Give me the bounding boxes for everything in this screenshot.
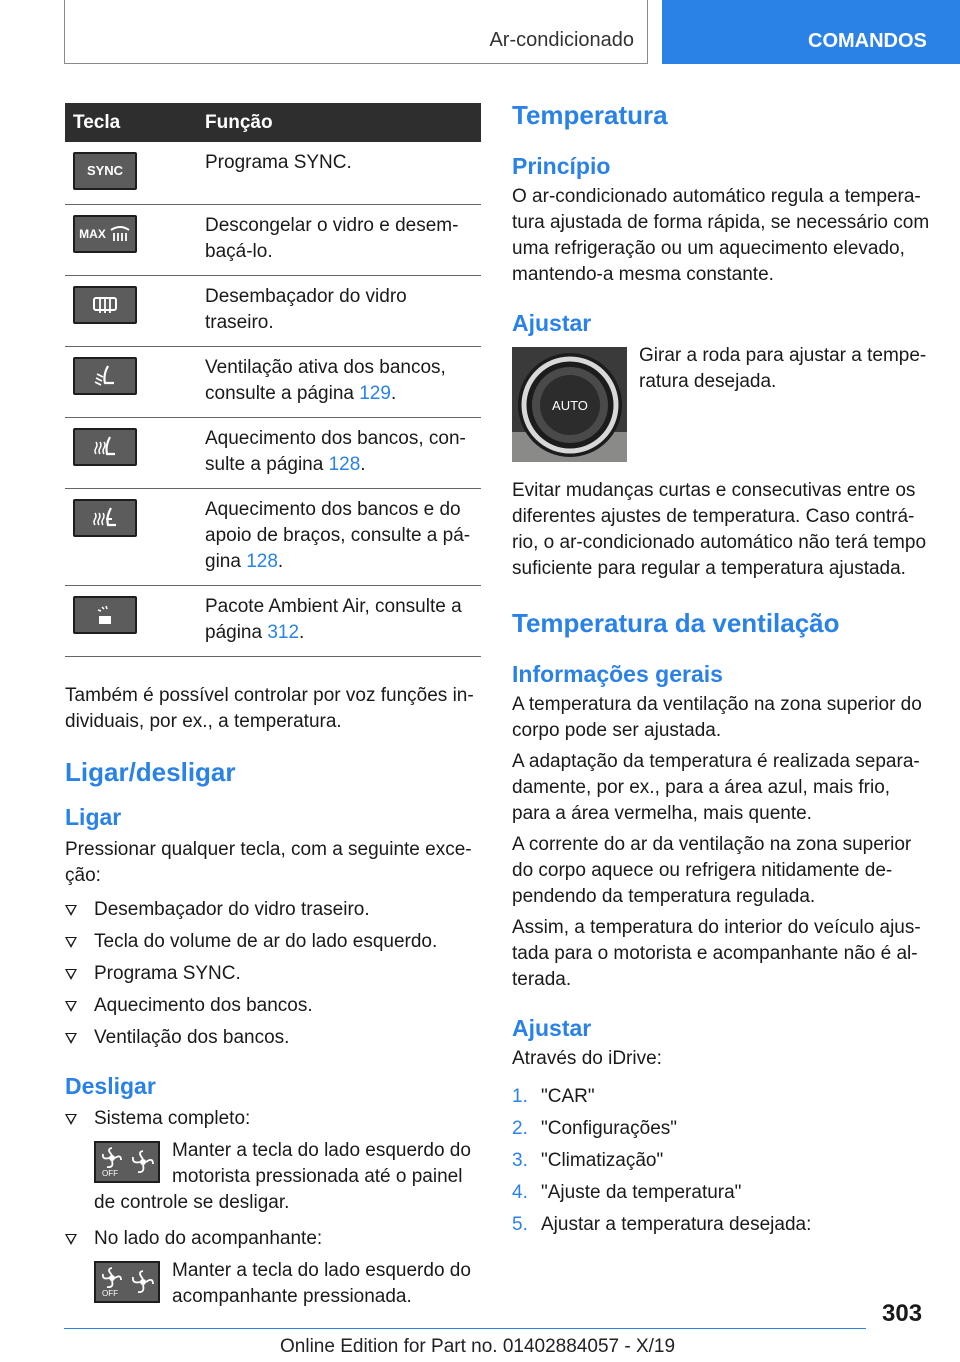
ajustar-paragraph: Girar a roda para ajustar a tempe-ratura desejada.: [639, 345, 927, 392]
row-text-suffix: .: [299, 622, 305, 643]
footer-edition-text: Online Edition for Part no. 01402884057 - X/19: [280, 1336, 676, 1357]
step-text: "CAR": [541, 1086, 595, 1107]
list-item-text: Programa SYNC.: [94, 963, 241, 984]
list-item: [65, 1226, 481, 1310]
page-number: 303: [882, 1300, 923, 1327]
seat-ventilation-key-icon: [73, 357, 137, 395]
desligar-passenger-detail: Manter a tecla do lado esquerdo do acompanhante pressionada.: [172, 1260, 471, 1307]
table-header-function: Função: [195, 103, 481, 142]
sync-key-icon: [73, 152, 137, 190]
list-item: [512, 1084, 932, 1110]
list-item-text: Ventilação dos bancos.: [94, 1027, 290, 1048]
idrive-steps-list: [512, 1084, 932, 1238]
bullet-triangle-icon: [65, 1114, 77, 1125]
row-text: Desembaçador do vidro traseiro.: [195, 276, 481, 347]
table-row: [65, 418, 481, 489]
row-text-suffix: .: [390, 383, 397, 404]
list-item-text: Sistema completo:: [94, 1108, 251, 1129]
list-item: [65, 929, 481, 955]
left-column: [65, 103, 481, 1316]
ligar-paragraph: Pressionar qualquer tecla, com a seguinte exce-ção:: [65, 839, 472, 886]
desligar-driver-detail: Manter a tecla do lado esquerdo do motorista pressionada até o painel de controle se desligar.: [94, 1140, 471, 1213]
step-number: 1.: [512, 1086, 528, 1107]
list-item: [65, 897, 481, 923]
table-row: [65, 142, 481, 205]
list-item: [512, 1116, 932, 1142]
row-text: Pacote Ambient Air, consulte a página: [205, 596, 462, 643]
bullet-triangle-icon: [65, 1033, 77, 1044]
table-row: [65, 276, 481, 347]
info-paragraph: Assim, a temperatura do interior do veículo ajus-tada para o motorista e acompanhante não é al-terada.: [512, 917, 921, 990]
ligar-exception-list: [65, 897, 481, 1051]
sync-key-label: SYNC: [86, 163, 124, 178]
idrive-paragraph: Através do iDrive:: [512, 1048, 662, 1069]
fan-off-key-icon: [94, 1141, 160, 1183]
list-item-text: Desembaçador do vidro traseiro.: [94, 899, 370, 920]
heading-temperatura-ventilacao: Temperatura da ventilação: [512, 608, 840, 638]
row-text: Aquecimento dos bancos e do apoio de braços, consulte a pá-gina: [205, 499, 471, 572]
info-paragraph: A corrente do ar da ventilação na zona superior do corpo aquece ou refrigera nitidamente de-pendendo da temperatura regulada.: [512, 834, 912, 907]
row-text: Ventilação ativa dos bancos, consulte a página: [205, 357, 446, 404]
table-header-key: Tecla: [65, 103, 195, 142]
page-reference-link[interactable]: 128: [246, 551, 278, 572]
table-row: [65, 347, 481, 418]
list-item-text: No lado do acompanhante:: [94, 1228, 323, 1249]
off-label: OFF: [101, 1289, 118, 1297]
list-item: [512, 1212, 932, 1238]
knob-auto-label: AUTO: [552, 398, 588, 413]
bullet-triangle-icon: [65, 969, 77, 980]
heading-ajustar: Ajustar: [512, 310, 592, 336]
row-text-suffix: .: [360, 454, 366, 475]
step-text: "Climatização": [541, 1150, 664, 1171]
heading-ligar-desligar: Ligar/desligar: [65, 757, 236, 787]
step-number: 4.: [512, 1182, 528, 1203]
max-defrost-key-icon: [73, 215, 137, 253]
chapter-tab[interactable]: COMANDOS: [662, 0, 960, 64]
heading-informacoes-gerais: Informações gerais: [512, 661, 723, 687]
list-item: [512, 1148, 932, 1174]
rear-window-defrost-key-icon: [73, 286, 137, 324]
evitar-paragraph: Evitar mudanças curtas e consecutivas entre os diferentes ajustes de temperatura. Caso contrá-rio, o ar-condicionado automático não terá tempo suficiente para regular a temperatura ajustada.: [512, 480, 927, 579]
step-text: "Ajuste da temperatura": [541, 1182, 742, 1203]
list-item: [65, 1106, 481, 1216]
seat-armrest-heating-key-icon: [73, 499, 137, 537]
heading-temperatura: Temperatura: [512, 100, 668, 130]
step-text: Ajustar a temperatura desejada:: [541, 1214, 812, 1235]
list-item: [65, 1025, 481, 1051]
row-text-suffix: .: [277, 551, 284, 572]
principio-paragraph: O ar-condicionado automático regula a tempera-tura ajustada de forma rápida, se necessário com uma refrigeração ou um aquecimento elevado, mantendo-a mesma constante.: [512, 186, 930, 285]
bullet-triangle-icon: [65, 1001, 77, 1012]
key-function-table: [65, 103, 481, 657]
footer-divider: [64, 1328, 866, 1329]
list-item-text: Aquecimento dos bancos.: [94, 995, 313, 1016]
heading-ligar: Ligar: [65, 804, 122, 830]
heading-principio: Princípio: [512, 153, 611, 179]
heading-desligar: Desligar: [65, 1073, 156, 1099]
page-reference-link[interactable]: 312: [267, 622, 300, 643]
right-column: [512, 100, 932, 1244]
list-item: [512, 1180, 932, 1206]
off-label: OFF: [101, 1169, 118, 1177]
list-item: [65, 993, 481, 1019]
step-number: 5.: [512, 1214, 528, 1235]
max-key-label: MAX: [79, 227, 106, 241]
page-reference-link[interactable]: 128: [328, 454, 361, 475]
seat-heating-key-icon: [73, 428, 137, 466]
bullet-triangle-icon: [65, 937, 77, 948]
step-number: 2.: [512, 1118, 528, 1139]
table-row: [65, 205, 481, 276]
ambient-air-key-icon: [73, 596, 137, 634]
voice-control-paragraph: Também é possível controlar por voz funções in-dividuais, por ex., a temperatura.: [65, 685, 474, 732]
list-item: [65, 961, 481, 987]
row-text: Descongelar o vidro e desem-baçá-lo.: [195, 205, 481, 276]
table-row: [65, 586, 481, 657]
list-item-text: Tecla do volume de ar do lado esquerdo.: [94, 931, 438, 952]
step-number: 3.: [512, 1150, 528, 1171]
section-title: Ar-condicionado: [489, 29, 634, 51]
page-reference-link[interactable]: 129: [359, 383, 391, 404]
bullet-triangle-icon: [65, 905, 77, 916]
step-text: "Configurações": [541, 1118, 678, 1139]
heading-ajustar-idrive: Ajustar: [512, 1015, 592, 1041]
row-text: Programa SYNC.: [195, 142, 481, 205]
info-paragraph: A temperatura da ventilação na zona superior do corpo pode ser ajustada.: [512, 694, 922, 741]
row-text: Aquecimento dos bancos, con-sulte a página: [205, 428, 466, 475]
fan-off-key-icon: [94, 1261, 160, 1303]
bullet-triangle-icon: [65, 1234, 77, 1245]
desligar-list: [65, 1106, 481, 1310]
temperature-knob-image: [512, 347, 627, 462]
info-paragraph: A adaptação da temperatura é realizada separa-damente, por ex., para a área azul, mais frio, para a área vermelha, mais quente.: [512, 751, 920, 824]
table-row: [65, 489, 481, 586]
